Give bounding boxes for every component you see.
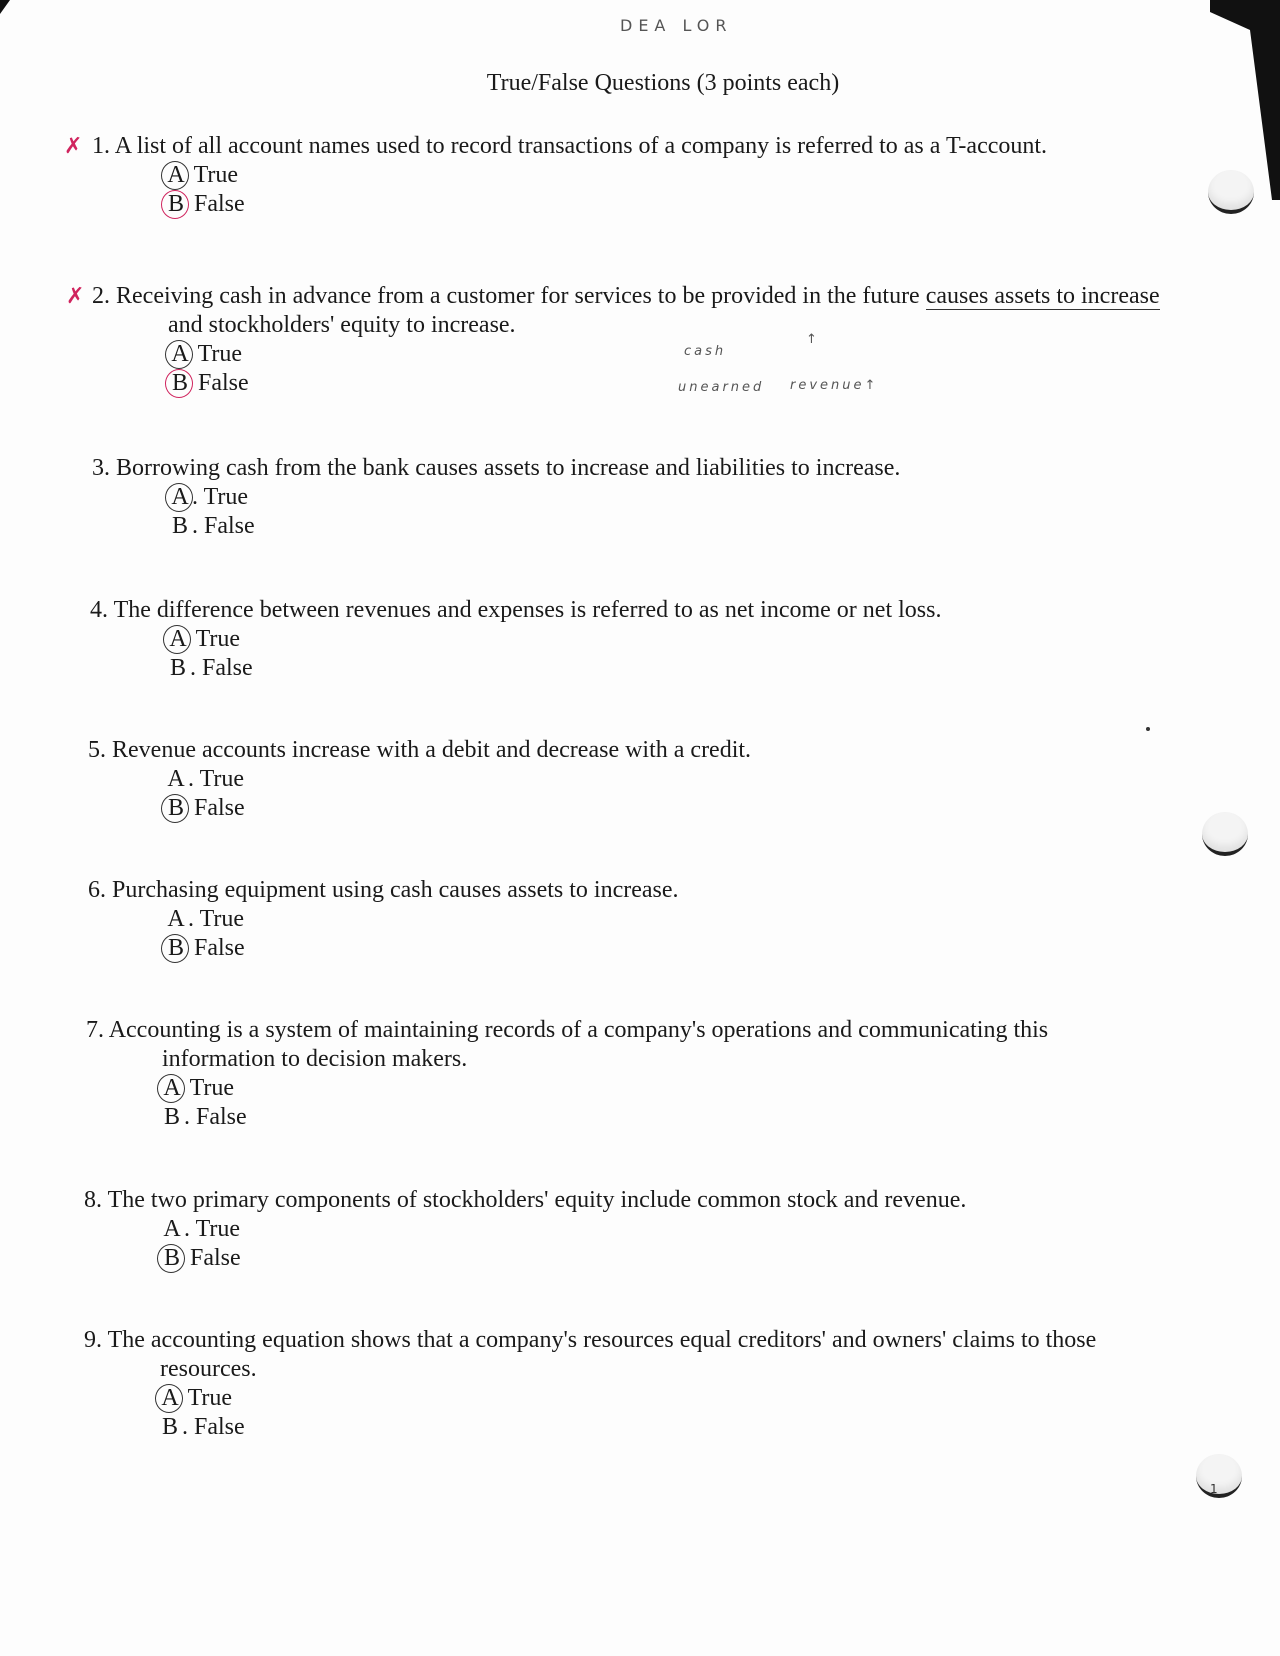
question-continuation: information to decision makers. [162,1046,468,1072]
question-text [0,282,1280,311]
option-letter: A [168,340,192,369]
section-title: True/False Questions (3 points each) [486,70,840,96]
option-a[interactable] [0,161,1280,190]
question-body: Purchasing equipment using cash causes assets to increase. [112,877,679,903]
question-1 [0,132,1280,219]
option-letter: B [169,655,186,681]
option-label: True [195,626,241,652]
question-body: The two primary components of stockholders' equity include common stock and revenue. [107,1187,967,1213]
option-label: False [202,655,253,681]
question-text [0,1186,1280,1215]
punch-hole [1196,1454,1242,1498]
question-body: A list of all account names used to record transactions of a company is referred to as a T-account. [114,133,1048,159]
question-body: Revenue accounts increase with a debit and decrease with a credit. [112,737,752,763]
option-label: False [190,1245,241,1271]
question-2 [0,282,1280,398]
underlined-phrase: causes assets to increase [925,283,1160,309]
question-9 [0,1326,1280,1442]
student-name-scribble: DEA LOR [620,16,733,35]
question-number: 4. [90,597,108,623]
option-label: True [189,1075,235,1101]
question-text [0,1016,1280,1045]
option-label: True [187,1385,233,1411]
option-letter: A [167,906,185,932]
option-a[interactable] [0,340,1280,369]
note-unearned: unearned [678,380,765,395]
question-number: 6. [88,877,106,903]
question-number: 8. [84,1187,102,1213]
question-continuation: and stockholders' equity to increase. [168,312,516,338]
question-7 [0,1016,1280,1132]
option-letter: B [163,1104,180,1130]
option-label: False [198,370,249,396]
question-body: Receiving cash in advance from a customer for services to be provided in the future [116,283,920,309]
option-letter: A [158,1384,182,1413]
question-body: The difference between revenues and expenses is referred to as net income or net loss. [113,597,942,623]
question-body: Accounting is a system of maintaining records of a company's operations and communicating this [108,1017,1049,1043]
option-a[interactable]: A . True [0,765,1280,794]
option-label: True [199,906,245,932]
option-label: False [194,795,245,821]
question-text [0,876,1280,905]
question-number: 5. [88,737,106,763]
option-letter: B [164,794,188,823]
option-b[interactable] [0,1244,1280,1273]
question-body: Borrowing cash from the bank causes assets to increase and liabilities to increase. [116,455,901,481]
option-letter: A [168,483,192,512]
question-number: 9. [84,1327,102,1353]
question-continuation: resources. [160,1356,257,1382]
option-a[interactable] [0,625,1280,654]
question-body: The accounting equation shows that a company's resources equal creditors' and owners' claims to those [107,1327,1097,1353]
option-label: False [204,513,255,539]
page-number: 1 [1210,1482,1218,1496]
option-letter: B [160,1244,184,1273]
question-text [0,454,1280,483]
question-text [0,596,1280,625]
question-number: 7. [86,1017,104,1043]
option-label: True [195,1216,241,1242]
option-a[interactable]: A . True [0,483,1280,512]
option-label: True [203,484,249,510]
option-a[interactable] [0,1384,1280,1413]
scan-corner-artifact [0,0,10,14]
option-b[interactable] [0,190,1280,219]
option-label: False [194,935,245,961]
question-number: 1. [92,133,110,159]
option-a[interactable]: A . True [0,905,1280,934]
question-text [0,132,1280,161]
option-letter: B [171,513,188,539]
option-label: False [194,191,245,217]
option-b[interactable] [0,369,1280,398]
wrong-mark: ✗ [64,134,83,159]
option-label: True [197,341,243,367]
question-6 [0,876,1280,963]
option-letter: B [164,934,188,963]
option-letter: B [168,369,192,398]
option-b[interactable]: B . False [0,1103,1280,1132]
option-label: False [196,1104,247,1130]
option-label: True [199,766,245,792]
option-label: False [194,1414,245,1440]
question-number: 3. [92,455,110,481]
option-letter: A [164,161,188,190]
question-text [0,1326,1280,1355]
question-number: 2. [92,283,110,309]
question-4 [0,596,1280,683]
option-b[interactable]: B . False [0,1413,1280,1442]
option-b[interactable] [0,934,1280,963]
question-5 [0,736,1280,823]
option-letter: B [161,1414,178,1440]
note-cash: cash [684,344,727,359]
option-b[interactable]: B . False [0,654,1280,683]
option-a[interactable]: A . True [0,1215,1280,1244]
option-letter: A [163,1216,181,1242]
wrong-mark: ✗ [66,284,85,309]
scan-speck [1146,727,1150,731]
option-letter: A [160,1074,184,1103]
option-b[interactable]: B . False [0,512,1280,541]
option-letter: B [164,190,188,219]
question-text [0,736,1280,765]
option-letter: A [167,766,185,792]
note-arrow: ↑ [806,332,820,347]
option-letter: A [166,625,190,654]
note-revenue: revenue↑ [790,378,879,393]
option-a[interactable] [0,1074,1280,1103]
option-b[interactable] [0,794,1280,823]
question-8 [0,1186,1280,1273]
question-3 [0,454,1280,541]
option-label: True [193,162,239,188]
